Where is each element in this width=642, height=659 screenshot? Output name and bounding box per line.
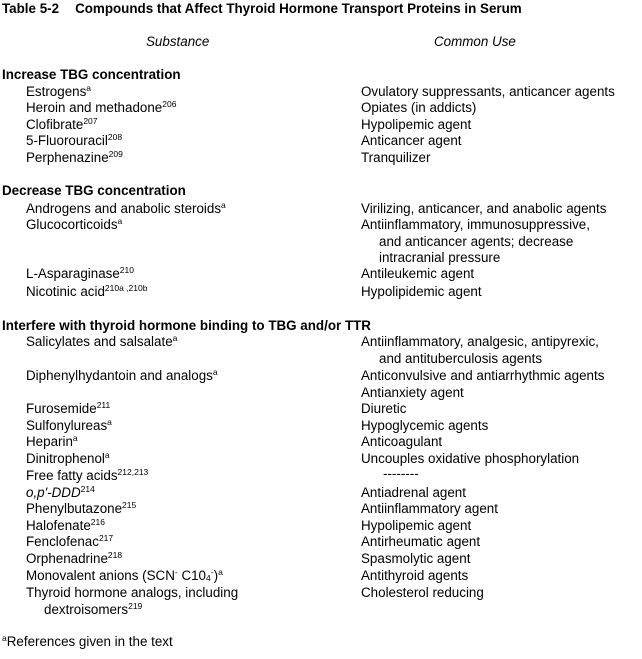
section-heading-decrease: Decrease TBG concentration xyxy=(2,183,186,198)
use-cell: Ovulatory suppressants, anticancer agents xyxy=(361,84,615,99)
use-cell: Anticoagulant xyxy=(361,434,443,449)
use-cell: Hypolipemic agent xyxy=(361,518,472,533)
substance-cell: Diphenylhydantoin and analogs$^a$ xyxy=(26,367,218,383)
substance-cell: Orphenadrine$^{218}$ xyxy=(26,550,123,566)
use-cell: Spasmolytic agent xyxy=(361,551,471,566)
substance-cell: Free fatty acids$^{212,213}$ xyxy=(26,467,149,483)
use-cell: Cholesterol reducing xyxy=(361,585,484,600)
use-cell: Hypoglycemic agents xyxy=(361,418,489,433)
use-cell-dashes: -------- xyxy=(383,466,419,481)
use-cell: Antithyroid agents xyxy=(361,568,469,583)
column-header-common-use: Common Use xyxy=(434,34,516,49)
use-cell: Virilizing, anticancer, and anabolic agents xyxy=(361,201,607,216)
use-cell: Tranquilizer xyxy=(361,150,431,165)
use-cell: Antiinflammatory, analgesic, antipyrexic, and antituberculosis agents xyxy=(361,334,599,366)
use-cell: Antiadrenal agent xyxy=(361,485,466,500)
use-cell: Diuretic xyxy=(361,401,407,416)
substance-cell: Heroin and methadone$^{206}$ xyxy=(26,99,177,115)
substance-cell: Nicotinic acid$^{210a ,210b}$ xyxy=(26,283,148,299)
substance-cell: Estrogens$^a$ xyxy=(26,83,92,99)
substance-cell: Dinitrophenol$^a$ xyxy=(26,450,110,466)
substance-cell: Monovalent anions (SCN- $C10_4^-)^a$ xyxy=(26,567,223,583)
use-cell: Uncouples oxidative phosphorylation xyxy=(361,451,580,466)
substance-cell: Thyroid hormone analogs, including dextroisomers$^{219}$ xyxy=(26,585,239,617)
use-cell: Antiinflammatory, immunosuppressive, and anticancer agents; decrease intracranial pressure xyxy=(361,217,590,265)
substance-cell: Sulfonylureas$^a$ xyxy=(26,417,112,433)
use-cell: Antileukemic agent xyxy=(361,266,475,281)
footnote: $^a$References given in the text xyxy=(2,633,173,649)
substance-cell: Phenylbutazone$^{215}$ xyxy=(26,500,137,516)
table-title xyxy=(2,1,522,16)
use-cell: Anticonvulsive and antiarrhythmic agents Antianxiety agent xyxy=(361,368,605,400)
substance-cell: 5-Fluorouracil$^{208}$ xyxy=(26,132,123,148)
substance-cell: Salicylates and salsalate$^a$ xyxy=(26,333,178,349)
substance-cell: Heparin$^a$ xyxy=(26,433,78,449)
substance-cell: Clofibrate$^{207}$ xyxy=(26,116,98,132)
substance-cell: Perphenazine$^{209}$ xyxy=(26,149,123,165)
substance-cell: Fenclofenac$^{217}$ xyxy=(26,533,114,549)
substance-cell: Androgens and anabolic steroids$^a$ xyxy=(26,200,226,216)
table-caption: Compounds that Affect Thyroid Hormone Transport Proteins in Serum xyxy=(75,1,522,16)
use-cell: Hypolipemic agent xyxy=(361,117,472,132)
substance-cell: Halofenate$^{216}$ xyxy=(26,517,105,533)
substance-cell: Glucocorticoids$^a$ xyxy=(26,216,123,232)
table-label: Table 5-2 xyxy=(2,1,60,16)
use-cell: Opiates (in addicts) xyxy=(361,100,477,115)
use-cell: Hypolipidemic agent xyxy=(361,284,482,299)
use-cell: Antirheumatic agent xyxy=(361,534,481,549)
use-cell: Antiinflammatory agent xyxy=(361,501,498,516)
section-heading-increase: Increase TBG concentration xyxy=(2,67,181,82)
column-header-substance: Substance xyxy=(146,34,210,49)
use-cell: Anticancer agent xyxy=(361,133,462,148)
substance-cell: Furosemide$^{211}$ xyxy=(26,400,111,416)
section-heading-interfere: Interfere with thyroid hormone binding to TBG and/or TTR xyxy=(2,318,371,333)
substance-cell: o,p'-DDD$^{214}$ xyxy=(26,484,95,500)
substance-cell: L-Asparaginase$^{210}$ xyxy=(26,265,134,281)
